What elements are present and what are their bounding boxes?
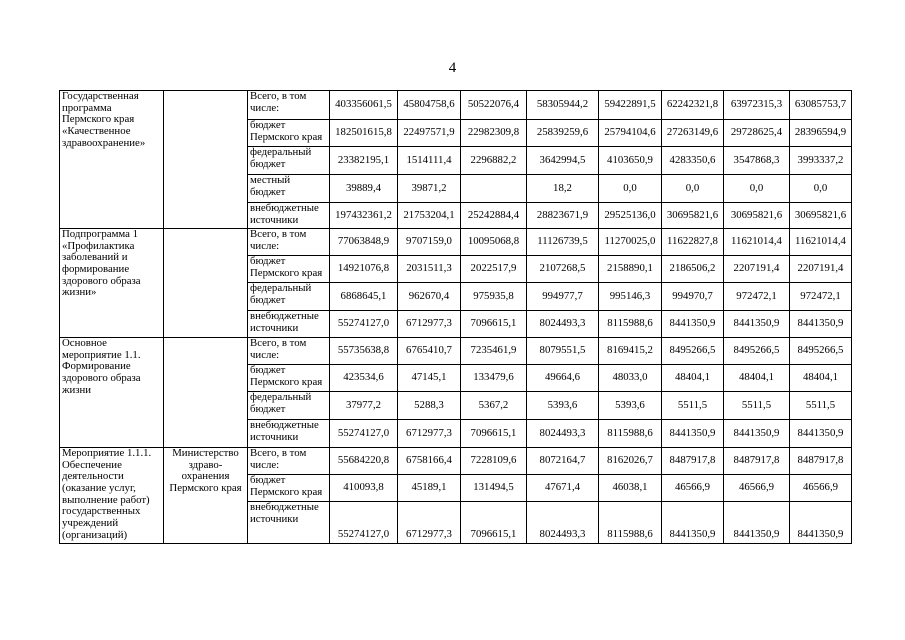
value-cell: 25839259,6 xyxy=(527,120,599,147)
value-cell: 8115988,6 xyxy=(599,420,662,448)
value-cell: 410093,8 xyxy=(330,475,398,502)
value-cell: 3993337,2 xyxy=(790,147,852,175)
value-cell: 27263149,6 xyxy=(662,120,724,147)
value-cell: 48404,1 xyxy=(724,365,790,392)
program-name-cell: Мероприятие 1.1.1. Обеспечение деятельности (оказание услуг, выполнение работ) государственных учреждений (организаций) xyxy=(60,448,164,544)
value-cell: 29728625,4 xyxy=(724,120,790,147)
program-name-cell: Основное мероприятие 1.1. Формирование здорового образа жизни xyxy=(60,338,164,448)
value-cell: 197432361,2 xyxy=(330,203,398,229)
value-cell: 962670,4 xyxy=(398,283,461,311)
value-cell: 994977,7 xyxy=(527,283,599,311)
budget-table xyxy=(59,90,852,544)
value-cell: 30695821,6 xyxy=(724,203,790,229)
value-cell: 8115988,6 xyxy=(599,311,662,338)
value-cell: 8441350,9 xyxy=(662,311,724,338)
value-cell: 28823671,9 xyxy=(527,203,599,229)
value-cell: 2186506,2 xyxy=(662,256,724,283)
source-cell: бюджет Пермского края xyxy=(248,365,330,392)
value-cell: 22982309,8 xyxy=(461,120,527,147)
value-cell: 30695821,6 xyxy=(790,203,852,229)
value-cell: 23382195,1 xyxy=(330,147,398,175)
value-cell: 46566,9 xyxy=(662,475,724,502)
table-row xyxy=(60,91,852,120)
value-cell: 8495266,5 xyxy=(790,338,852,365)
value-cell: 6758166,4 xyxy=(398,448,461,475)
source-cell: внебюджетные источники xyxy=(248,203,330,229)
value-cell: 8495266,5 xyxy=(662,338,724,365)
executor-cell xyxy=(164,338,248,448)
value-cell: 55735638,8 xyxy=(330,338,398,365)
source-cell: федеральный бюджет xyxy=(248,392,330,420)
value-cell: 995146,3 xyxy=(599,283,662,311)
value-cell: 2022517,9 xyxy=(461,256,527,283)
value-cell: 59422891,5 xyxy=(599,91,662,120)
value-cell: 4283350,6 xyxy=(662,147,724,175)
value-cell: 0,0 xyxy=(599,175,662,203)
value-cell: 8072164,7 xyxy=(527,448,599,475)
value-cell: 6868645,1 xyxy=(330,283,398,311)
value-cell: 8441350,9 xyxy=(724,420,790,448)
source-cell: Всего, в том числе: xyxy=(248,229,330,256)
value-cell: 25794104,6 xyxy=(599,120,662,147)
value-cell: 423534,6 xyxy=(330,365,398,392)
value-cell: 28396594,9 xyxy=(790,120,852,147)
value-cell: 48033,0 xyxy=(599,365,662,392)
value-cell: 8441350,9 xyxy=(724,502,790,544)
value-cell: 48404,1 xyxy=(790,365,852,392)
executor-cell xyxy=(164,229,248,338)
value-cell: 77063848,9 xyxy=(330,229,398,256)
page-number: 4 xyxy=(448,60,457,76)
value-cell: 182501615,8 xyxy=(330,120,398,147)
value-cell: 45189,1 xyxy=(398,475,461,502)
program-name-cell: Государственная программа Пермского края «Качественное здравоохранение» xyxy=(60,91,164,229)
value-cell: 2207191,4 xyxy=(724,256,790,283)
value-cell: 2158890,1 xyxy=(599,256,662,283)
program-name-cell: Подпрограмма 1 «Профилактика заболеваний и формирование здорового образа жизни» xyxy=(60,229,164,338)
value-cell: 3642994,5 xyxy=(527,147,599,175)
value-cell: 0,0 xyxy=(662,175,724,203)
value-cell: 63972315,3 xyxy=(724,91,790,120)
value-cell: 37977,2 xyxy=(330,392,398,420)
value-cell: 8487917,8 xyxy=(790,448,852,475)
value-cell: 11621014,4 xyxy=(724,229,790,256)
value-cell: 14921076,8 xyxy=(330,256,398,283)
value-cell: 46038,1 xyxy=(599,475,662,502)
value-cell: 55684220,8 xyxy=(330,448,398,475)
value-cell: 62242321,8 xyxy=(662,91,724,120)
value-cell: 7096615,1 xyxy=(461,502,527,544)
value-cell: 10095068,8 xyxy=(461,229,527,256)
value-cell: 39871,2 xyxy=(398,175,461,203)
value-cell: 5511,5 xyxy=(724,392,790,420)
value-cell: 8441350,9 xyxy=(790,311,852,338)
value-cell: 8024493,3 xyxy=(527,502,599,544)
value-cell: 8024493,3 xyxy=(527,311,599,338)
value-cell: 972472,1 xyxy=(724,283,790,311)
source-cell: внебюджетные источники xyxy=(248,420,330,448)
value-cell: 8024493,3 xyxy=(527,420,599,448)
value-cell: 39889,4 xyxy=(330,175,398,203)
value-cell: 6712977,3 xyxy=(398,502,461,544)
value-cell: 30695821,6 xyxy=(662,203,724,229)
value-cell: 8169415,2 xyxy=(599,338,662,365)
source-cell: бюджет Пермского края xyxy=(248,120,330,147)
value-cell: 8441350,9 xyxy=(662,420,724,448)
value-cell: 8079551,5 xyxy=(527,338,599,365)
value-cell: 63085753,7 xyxy=(790,91,852,120)
source-cell: бюджет Пермского края xyxy=(248,256,330,283)
value-cell: 21753204,1 xyxy=(398,203,461,229)
value-cell: 994970,7 xyxy=(662,283,724,311)
value-cell: 2296882,2 xyxy=(461,147,527,175)
source-cell: местный бюджет xyxy=(248,175,330,203)
table-row xyxy=(60,448,852,475)
source-cell: внебюджетные источники xyxy=(248,502,330,544)
value-cell: 2107268,5 xyxy=(527,256,599,283)
value-cell: 133479,6 xyxy=(461,365,527,392)
value-cell: 975935,8 xyxy=(461,283,527,311)
value-cell: 0,0 xyxy=(790,175,852,203)
value-cell xyxy=(461,175,527,203)
value-cell: 50522076,4 xyxy=(461,91,527,120)
value-cell: 18,2 xyxy=(527,175,599,203)
value-cell: 47671,4 xyxy=(527,475,599,502)
value-cell: 47145,1 xyxy=(398,365,461,392)
value-cell: 55274127,0 xyxy=(330,311,398,338)
value-cell: 6712977,3 xyxy=(398,420,461,448)
value-cell: 4103650,9 xyxy=(599,147,662,175)
value-cell: 2031511,3 xyxy=(398,256,461,283)
value-cell: 3547868,3 xyxy=(724,147,790,175)
value-cell: 55274127,0 xyxy=(330,502,398,544)
value-cell: 5511,5 xyxy=(790,392,852,420)
value-cell: 8441350,9 xyxy=(724,311,790,338)
table-row xyxy=(60,338,852,365)
value-cell: 5367,2 xyxy=(461,392,527,420)
value-cell: 11621014,4 xyxy=(790,229,852,256)
value-cell: 7096615,1 xyxy=(461,420,527,448)
executor-cell xyxy=(164,91,248,229)
value-cell: 8115988,6 xyxy=(599,502,662,544)
value-cell: 7235461,9 xyxy=(461,338,527,365)
value-cell: 5393,6 xyxy=(527,392,599,420)
value-cell: 9707159,0 xyxy=(398,229,461,256)
value-cell: 11270025,0 xyxy=(599,229,662,256)
value-cell: 29525136,0 xyxy=(599,203,662,229)
source-cell: федеральный бюджет xyxy=(248,147,330,175)
source-cell: Всего, в том числе: xyxy=(248,91,330,120)
value-cell: 11126739,5 xyxy=(527,229,599,256)
value-cell: 6712977,3 xyxy=(398,311,461,338)
value-cell: 8487917,8 xyxy=(662,448,724,475)
table-row xyxy=(60,229,852,256)
value-cell: 5511,5 xyxy=(662,392,724,420)
value-cell: 11622827,8 xyxy=(662,229,724,256)
value-cell: 7228109,6 xyxy=(461,448,527,475)
source-cell: Всего, в том числе: xyxy=(248,338,330,365)
value-cell: 22497571,9 xyxy=(398,120,461,147)
value-cell: 972472,1 xyxy=(790,283,852,311)
value-cell: 46566,9 xyxy=(790,475,852,502)
source-cell: Всего, в том числе: xyxy=(248,448,330,475)
value-cell: 6765410,7 xyxy=(398,338,461,365)
value-cell: 25242884,4 xyxy=(461,203,527,229)
value-cell: 131494,5 xyxy=(461,475,527,502)
value-cell: 8162026,7 xyxy=(599,448,662,475)
value-cell: 7096615,1 xyxy=(461,311,527,338)
value-cell: 58305944,2 xyxy=(527,91,599,120)
value-cell: 1514111,4 xyxy=(398,147,461,175)
source-cell: бюджет Пермского края xyxy=(248,475,330,502)
value-cell: 48404,1 xyxy=(662,365,724,392)
value-cell: 5288,3 xyxy=(398,392,461,420)
value-cell: 5393,6 xyxy=(599,392,662,420)
source-cell: внебюджетные источники xyxy=(248,311,330,338)
value-cell: 8495266,5 xyxy=(724,338,790,365)
value-cell: 2207191,4 xyxy=(790,256,852,283)
value-cell: 55274127,0 xyxy=(330,420,398,448)
value-cell: 0,0 xyxy=(724,175,790,203)
executor-cell: Министерство здраво-охранения Пермского края xyxy=(164,448,248,544)
value-cell: 403356061,5 xyxy=(330,91,398,120)
value-cell: 45804758,6 xyxy=(398,91,461,120)
value-cell: 8487917,8 xyxy=(724,448,790,475)
value-cell: 8441350,9 xyxy=(662,502,724,544)
value-cell: 8441350,9 xyxy=(790,502,852,544)
value-cell: 49664,6 xyxy=(527,365,599,392)
value-cell: 46566,9 xyxy=(724,475,790,502)
value-cell: 8441350,9 xyxy=(790,420,852,448)
source-cell: федеральный бюджет xyxy=(248,283,330,311)
